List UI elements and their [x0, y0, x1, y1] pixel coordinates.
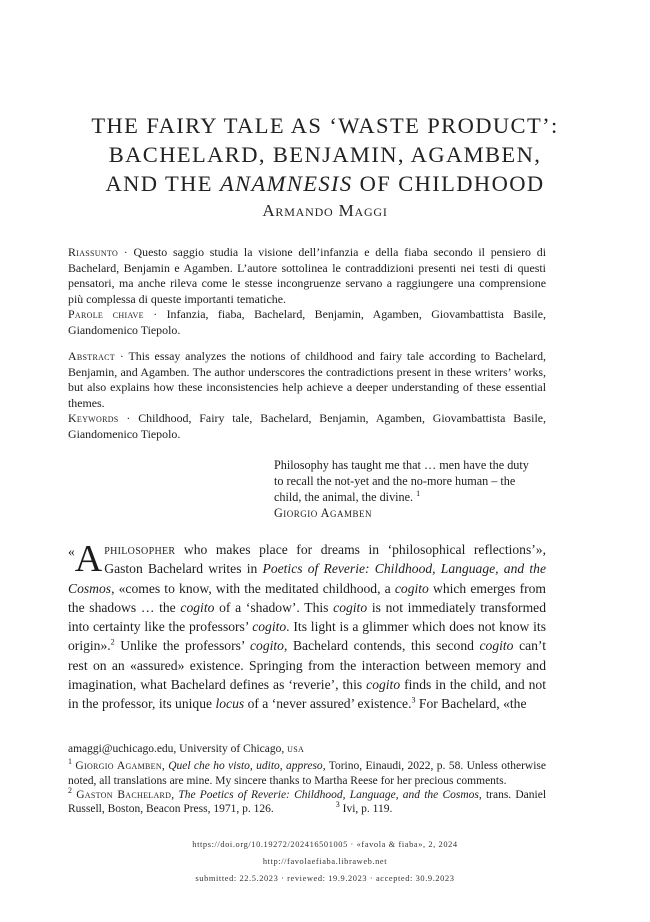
footnotes — [68, 742, 546, 816]
cogito-italic: cogito — [333, 599, 368, 615]
title-line-2: BACHELARD, BENJAMIN, AGAMBEN, — [108, 142, 542, 167]
cogito-italic: cogito — [366, 677, 401, 693]
first-word: philosopher — [104, 542, 176, 557]
cogito-italic: cogito — [394, 580, 429, 596]
keywords-paragraph — [68, 411, 546, 442]
english-abstract — [68, 349, 546, 443]
footnote-2 — [68, 788, 546, 817]
footnote-2-rest: , trans. Daniel Russell, Boston, Beacon Press, 1971, p. 126. — [68, 788, 547, 816]
body-span: , Bachelard contends, this second — [283, 638, 480, 654]
footnote-1-author: Giorgio Agamben — [75, 760, 162, 773]
footnote-2-author: Gaston Bachelard — [76, 788, 172, 801]
body-span: For Bachelard, «the — [415, 696, 527, 712]
body-span: who makes place for dreams in ‘philosophical reflections’», Gaston Bachelard writes in — [104, 542, 546, 577]
keywords-label: Keywords — [68, 411, 119, 426]
footnote-2-title: The Poetics of Reverie: Childhood, Language, and the Cosmos — [178, 788, 479, 801]
author-email: amaggi@uchicago.edu, University of Chicago, — [68, 743, 288, 755]
abstract-label: Abstract — [68, 349, 115, 363]
body-span: of a ‘shadow’. This — [214, 599, 334, 615]
epigraph — [274, 458, 539, 522]
riassunto-label: Riassunto — [68, 245, 119, 259]
body-span: Unlike the professors’ — [114, 638, 250, 654]
footnote-1-number: 1 — [68, 757, 72, 767]
affiliation-country: usa — [287, 743, 305, 755]
cogito-italic: cogito — [250, 638, 284, 654]
footnote-1-title: Quel che ho visto, udito, appreso — [168, 760, 323, 773]
opening-guillemet: « — [68, 544, 75, 559]
abstract-paragraph — [68, 349, 546, 411]
title-line-3-start: AND THE — [105, 171, 220, 196]
epigraph-quote — [274, 458, 539, 506]
body-span: can’t rest on an «assured» existence. Springing from the interaction between memory and imagination, what Bachelard defines as ‘reverie’, this — [68, 638, 546, 693]
footnote-1-rest: , Torino, Einaudi, 2022, p. 58. Unless otherwise noted, all translations are mine. My sincere thanks to Martha Reese for her precious comments. — [68, 760, 546, 787]
footnote-2-number: 2 — [68, 786, 72, 796]
footnote-3-text: Ivi, p. 119. — [342, 803, 393, 816]
body-text — [68, 540, 546, 714]
title-line-3-end: OF CHILDHOOD — [352, 171, 545, 196]
body-span: is not immediately transformed into certainty like the professors’ — [68, 599, 546, 635]
cogito-italic: cogito — [180, 599, 215, 615]
body-span: of a ‘never assured’ existence. — [244, 696, 412, 712]
body-paragraph — [68, 540, 546, 714]
footnote-2-separator: , — [171, 788, 179, 801]
footer-doi-line: https://doi.org/10.19272/202416501005 · «favola & fiaba», 2, 2024 — [192, 840, 458, 849]
locus-italic: locus — [215, 696, 245, 712]
drop-cap: A — [74, 538, 103, 580]
keywords-separator: · — [118, 411, 139, 426]
epigraph-footnote-ref: 1 — [416, 488, 421, 498]
riassunto-separator: · — [118, 245, 134, 259]
abstract-text: This essay analyzes the notions of childhood and fairy tale according to Bachelard, Benjamin, and Agamben. The author underscores the contradictions present in these writers’ works, but also explains how these inconsistencies help achieve a deeper understanding of these essential themes. — [68, 349, 546, 410]
footnote-ref-2: 2 — [110, 637, 115, 647]
body-span: which emerges from the shadows … the — [68, 580, 546, 615]
keywords-text: Childhood, Fairy tale, Bachelard, Benjamin, Agamben, Giovambattista Basile, Giandomenico Tiepolo. — [68, 411, 546, 441]
article-title — [40, 111, 610, 198]
footnote-1 — [68, 759, 546, 788]
parole-chiave-paragraph — [68, 307, 546, 338]
cogito-italic: cogito — [479, 638, 514, 654]
book-title-italic: Poetics of Reverie: Childhood, Language, and the Cosmos — [68, 561, 546, 596]
parole-chiave-label: Parole chiave — [68, 307, 144, 322]
epigraph-text: Philosophy has taught me that … men have the duty to recall the not-yet and the no-more human – the child, the animal, the divine. — [274, 458, 529, 504]
author-name: Armando Maggi — [262, 201, 388, 220]
riassunto-paragraph — [68, 245, 546, 307]
riassunto-text: Questo saggio studia la visione dell’infanzia e della fiaba secondo il pensiero di Bachelard, Benjamin e Agamben. L’autore sottolinea le contraddizioni presenti nei testi di questi pensatori, ma anche rileva come le stesse incongruenze servano a raggiungere una comprensione più complessa di queste importanti tematiche. — [68, 245, 546, 306]
body-span: , «comes to know, with the meditated childhood, a — [111, 580, 395, 596]
body-span: finds in the child, and not in the professor, its unique — [68, 677, 546, 712]
abstract-separator: · — [115, 349, 129, 363]
parole-chiave-text: Infanzia, fiaba, Bachelard, Benjamin, Agamben, Giovambattista Basile, Giandomenico Tiepolo. — [68, 307, 546, 337]
epigraph-attribution: Giorgio Agamben — [274, 505, 372, 520]
title-line-1: THE FAIRY TALE AS ‘WASTE PRODUCT’: — [91, 113, 559, 138]
title-italic-anamnesis: ANAMNESIS — [219, 171, 353, 196]
body-span: . Its light is a glimmer which does not know its origin». — [68, 619, 546, 654]
footnote-1-separator: , — [161, 760, 169, 773]
cogito-italic: cogito — [252, 619, 287, 635]
footnote-ref-3: 3 — [411, 695, 416, 705]
title-line-3 — [40, 169, 610, 198]
footnote-3-number: 3 — [335, 800, 340, 810]
author-affiliation — [68, 742, 546, 756]
footer-dates-line: submitted: 22.5.2023 · reviewed: 19.9.2023 · accepted: 30.9.2023 — [195, 874, 455, 883]
italian-abstract — [68, 245, 546, 339]
footer-url-line: http://favolaefiaba.libraweb.net — [262, 857, 388, 866]
parole-chiave-separator: · — [143, 307, 167, 322]
